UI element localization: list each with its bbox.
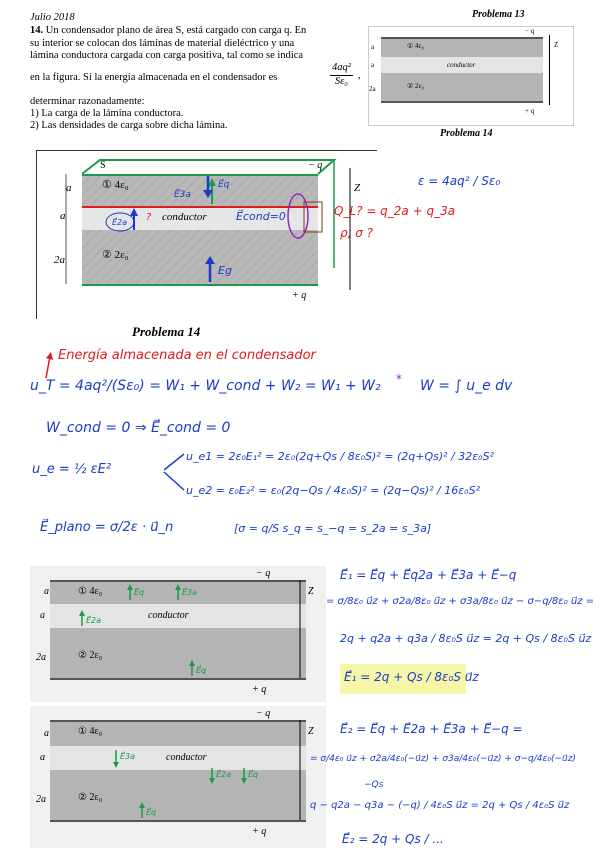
e1-result: E⃗₁ = 2q + Qs / 8ε₀S u⃗z xyxy=(344,670,479,684)
figure-3: ① 4ε₀ conductor ② 2ε₀ a a 2a − q + q Z E⃗3a E⃗2a E⃗q E⃗q xyxy=(30,706,326,848)
e2-equation-2: = σ/4ε₀ u⃗z + σ2a/4ε₀(−u⃗z) + σ3a/4ε₀(−u⃗z) + σ−q/4ε₀(−u⃗z) xyxy=(310,754,576,764)
question-2: 2) Las densidades de carga sobre dicha lámina. xyxy=(30,120,228,131)
unknown-charge: Q_L? = q_2a + q_3a xyxy=(334,204,456,218)
e2-equation-1: E⃗₂ = E⃗q + E⃗2a + E⃗3a + E⃗−q = xyxy=(340,722,523,736)
e2-result: E⃗₂ = 2q + Qs / ... xyxy=(342,832,444,846)
e1-equation-2: = σ/8ε₀ u⃗z + σ2a/8ε₀ u⃗z + σ3a/8ε₀ u⃗z − σ−q/8ε₀ u⃗z = xyxy=(326,596,595,607)
exam-date: Julio 2018 xyxy=(30,12,75,23)
ue2-equation: u_e2 = ε₀E₂² = ε₀(2q−Qs / 4ε₀S)² = (2q−Qs)² / 16ε₀S² xyxy=(186,484,480,497)
energy-equation: u_T = 4aq²/(Sε₀) = W₁ + W_cond + W₂ = W₁ + W₂ xyxy=(30,378,381,394)
ue-definition: u_e = ½ εE² xyxy=(32,462,112,477)
main-figure: ① 4ε₀ conductor ② 2ε₀ a a 2a S − q + q Z E⃗3a E⃗q E⃗2a E⃗cond=0 Eg ? Problema 14 xyxy=(36,150,378,326)
e1-equation-1: E⃗₁ = E⃗q + E⃗q2a + E⃗3a + E⃗−q xyxy=(340,568,517,582)
section-title: Energía almacenada en el condensador xyxy=(58,348,316,363)
figure-2: ① 4ε₀ conductor ② 2ε₀ a a 2a − q + q Z E⃗q E⃗3a E⃗2a E⃗q xyxy=(30,566,326,702)
energy-formula: 4aq² Sε₀ xyxy=(332,62,351,87)
energy-given: ε = 4aq² / Sε₀ xyxy=(418,174,501,188)
conductor-energy: W_cond = 0 ⇒ E⃗_cond = 0 xyxy=(46,420,231,436)
conductor-label: conductor xyxy=(162,211,207,223)
problem-number: 14. xyxy=(30,25,44,36)
sigma-definition: [σ = q/S s_q = s_−q = s_2a = s_3a] xyxy=(234,522,432,535)
figure-caption: Problema 14 xyxy=(440,128,493,139)
unknown-density: ρ, σ ? xyxy=(340,226,374,240)
problem-statement xyxy=(30,25,306,63)
prev-problem-title: Problema 13 xyxy=(472,9,525,20)
ue1-equation: u_e1 = 2ε₀E₁² = 2ε₀(2q+Qs / 8ε₀S)² = (2q+Qs)² / 32ε₀S² xyxy=(186,450,494,463)
question-1: 1) La carga de la lámina conductora. xyxy=(30,108,184,119)
ask-text: determinar razonadamente: xyxy=(30,96,145,107)
statement-line: en la figura. Si la energía almacenada en el condensador es xyxy=(30,72,278,83)
thumbnail-figure: ① 4ε₀ conductor ② 2ε₀ a a 2a − q + q Z xyxy=(368,26,574,126)
statement-line: Un condensador plano de área S, está cargado con carga q. En xyxy=(45,25,307,36)
e1-equation-3: 2q + q2a + q3a / 8ε₀S u⃗z = 2q + Qs / 8ε₀S u⃗z xyxy=(340,632,592,645)
e2-equation-3: q − q2a − q3a − (−q) / 4ε₀S u⃗z = 2q + Qs / 4ε₀S u⃗z xyxy=(310,800,570,811)
statement-line: lámina conductora cargada con carga positiva, tal como se indica xyxy=(30,50,304,61)
w-definition: W = ∫ u_e dv xyxy=(420,378,513,394)
e2-brace-label: −Qs xyxy=(364,780,384,790)
statement-line: su interior se colocan dos láminas de material dieléctrico y una xyxy=(30,37,295,49)
plane-field: E⃗_plano = σ/2ε · u⃗_n xyxy=(40,520,174,535)
